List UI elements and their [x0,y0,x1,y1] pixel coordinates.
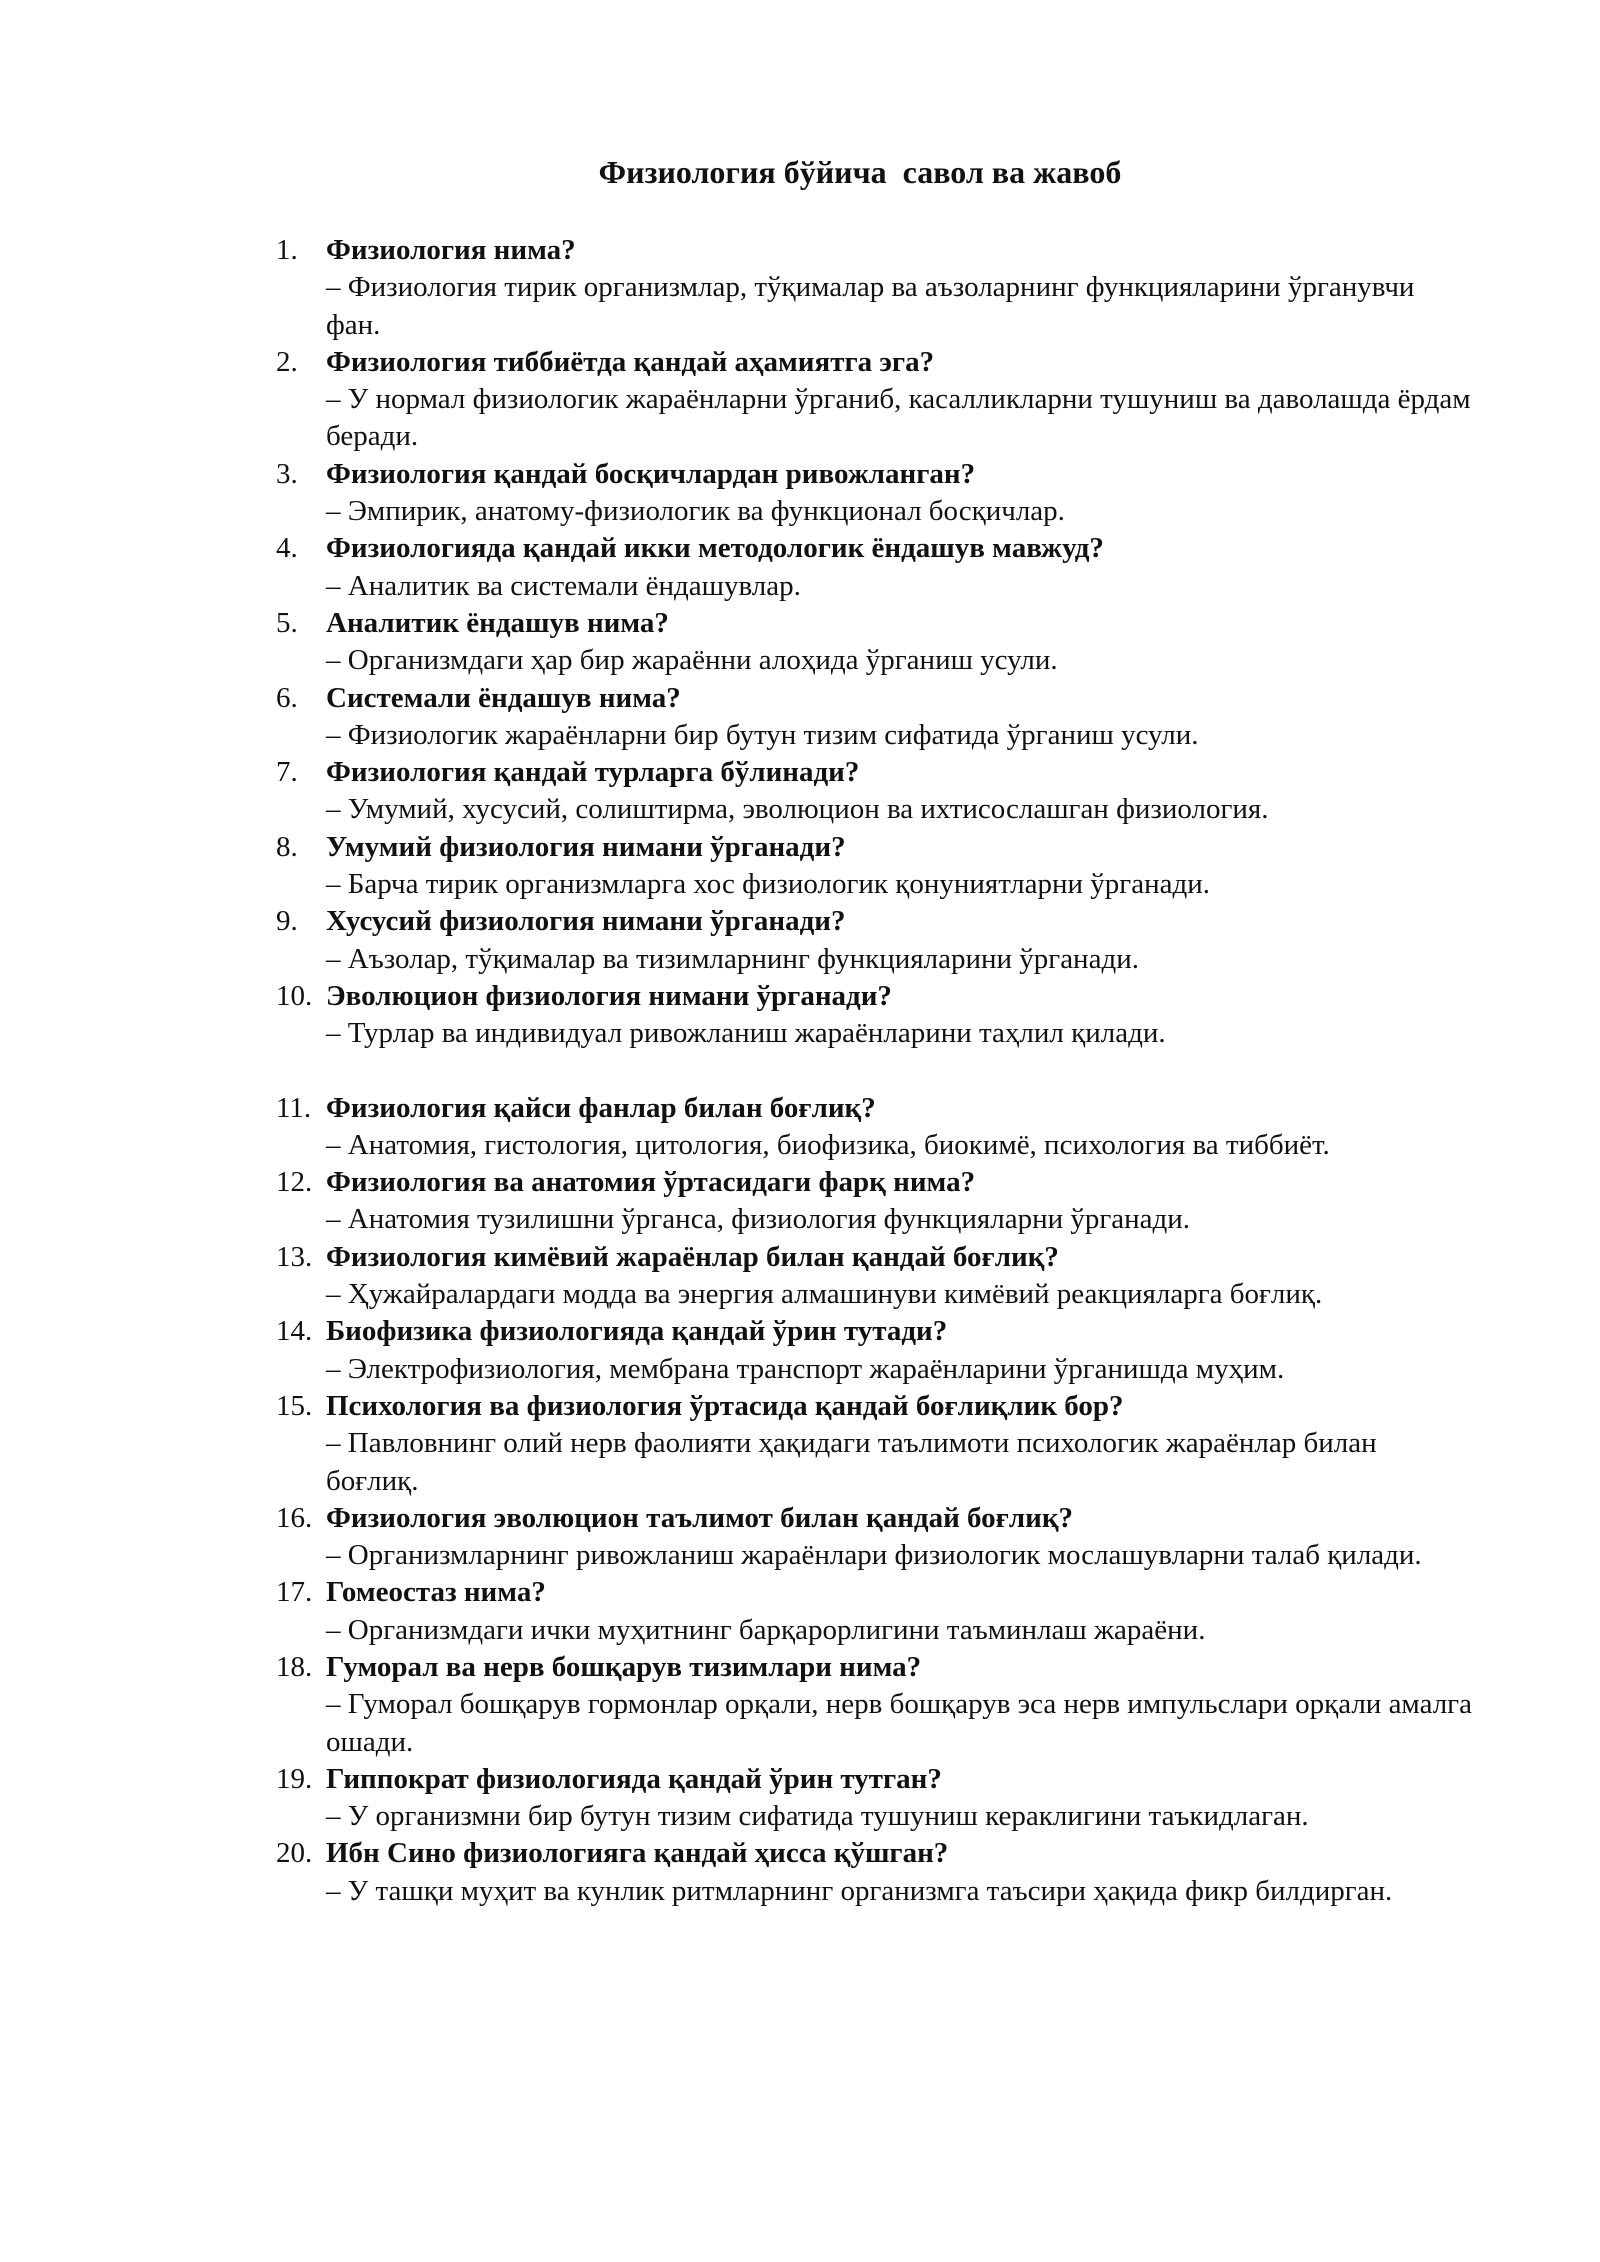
item-number: 16. [276,1501,313,1534]
answer-text: – Гуморал бошқарув гормонлар орқали, нерв бошқарув эса нерв импульслари орқали амалга ошади. [326,1688,1472,1758]
answer-text: – Физиологик жараёнларни бир бутун тизим сифатида ўрганиш усули. [326,718,1199,751]
question-text: Физиология ва анатомия ўртасидаги фарқ нима? [326,1166,976,1199]
qa-item-3 [276,456,1476,531]
question-text: Ибн Сино физиологияга қандай ҳисса қўшган? [326,1837,949,1870]
item-number: 19. [276,1762,313,1795]
question-text: Физиологияда қандай икки методологик ёндашув мавжуд? [326,532,1104,565]
question-text: Эволюцион физиология нимани ўрганади? [326,979,892,1012]
answer-text: – Эмпирик, анатому-физиологик ва функционал босқичлар. [326,495,1065,528]
qa-item-11 [276,1090,1476,1165]
question-text: Физиология кимёвий жараёнлар билан қандай боғлиқ? [326,1240,1059,1273]
answer-text: – Турлар ва индивидуал ривожланиш жараёнларини таҳлил қилади. [326,1017,1166,1050]
item-number: 18. [276,1650,313,1683]
item-number: 10. [276,979,313,1012]
item-number: 3. [276,457,298,490]
question-text: Гомеостаз нима? [326,1576,546,1609]
answer-text: – Анатомия тузилишни ўрганса, физиология функцияларни ўрганади. [326,1203,1191,1236]
item-number: 7. [276,756,298,789]
question-text: Аналитик ёндашув нима? [326,606,669,639]
answer-text: – У нормал физиологик жараёнларни ўрганиб, касалликларни тушуниш ва даволашда ёрдам беради. [326,383,1471,453]
question-text: Физиология қандай босқичлардан ривожланган? [326,457,976,490]
answer-text: – Организмдаги ҳар бир жараённи алоҳида ўрганиш усули. [326,644,1058,677]
question-text: Хусусий физиология нимани ўрганади? [326,905,846,938]
answer-text: – Организмларнинг ривожланиш жараёнлари физиологик мослашувларни талаб қилади. [326,1539,1422,1572]
answer-text: – Электрофизиология, мембрана транспорт жараёнларини ўрганишда муҳим. [326,1352,1285,1385]
qa-item-6 [276,680,1476,755]
item-number: 11. [276,1091,312,1124]
question-text: Биофизика физиологияда қандай ўрин тутади? [326,1315,948,1348]
qa-item-12 [276,1164,1476,1239]
answer-text: – У организмни бир бутун тизим сифатида тушуниш кераклигини таъкидлаган. [326,1800,1309,1833]
qa-item-13 [276,1239,1476,1314]
answer-text: – Организмдаги ички муҳитнинг барқарорлигини таъминлаш жараёни. [326,1613,1206,1646]
qa-item-5 [276,605,1476,680]
item-number: 12. [276,1166,313,1199]
item-number: 17. [276,1576,313,1609]
answer-text: – Физиология тирик организмлар, тўқималар ва аъзоларнинг функцияларини ўрганувчи фан. [326,271,1415,341]
qa-item-18 [276,1649,1476,1761]
question-text: Системали ёндашув нима? [326,681,681,714]
question-text: Физиология нима? [326,234,576,266]
answer-text: – Умумий, хусусий, солиштирма, эволюцион ва ихтисослашган физиология. [326,793,1269,826]
item-number: 9. [276,905,298,938]
item-number: 2. [276,345,298,378]
item-number: 5. [276,606,298,639]
qa-item-16 [276,1500,1476,1575]
qa-item-1 [276,232,1476,344]
question-text: Физиология тиббиётда қандай аҳамиятга эга? [326,345,935,378]
question-text: Гуморал ва нерв бошқарув тизимлари нима? [326,1650,922,1683]
question-text: Умумий физиология нимани ўрганади? [326,830,846,863]
item-number: 15. [276,1389,313,1422]
qa-item-14 [276,1313,1476,1388]
item-number: 20. [276,1837,313,1870]
qa-list [276,232,1476,1910]
question-text: Физиология қайси фанлар билан боғлиқ? [326,1091,876,1124]
question-text: Физиология қандай турларга бўлинади? [326,756,860,789]
qa-item-20 [276,1835,1476,1910]
item-number: 1. [276,234,298,266]
qa-item-9 [276,903,1476,978]
question-text: Гиппократ физиологияда қандай ўрин тутган? [326,1762,942,1795]
qa-item-4 [276,530,1476,605]
question-text: Физиология эволюцион таълимот билан қандай боғлиқ? [326,1501,1074,1534]
qa-item-19 [276,1761,1476,1836]
answer-text: – Анатомия, гистология, цитология, биофизика, биокимё, психология ва тиббиёт. [326,1128,1330,1161]
question-text: Психология ва физиология ўртасида қандай боғлиқлик бор? [326,1389,1124,1422]
answer-text: – Аъзолар, тўқималар ва тизимларнинг функцияларини ўрганади. [326,942,1139,975]
answer-text: – Барча тирик организмларга хос физиологик қонуниятларни ўрганади. [326,868,1210,901]
qa-item-7 [276,754,1476,829]
answer-text: – Ҳужайралардаги модда ва энергия алмашинуви кимёвий реакцияларга боғлиқ. [326,1278,1323,1311]
answer-text: – Аналитик ва системали ёндашувлар. [326,569,801,602]
qa-item-17 [276,1574,1476,1649]
qa-item-8 [276,829,1476,904]
qa-item-2 [276,344,1476,456]
item-number: 4. [276,532,298,565]
page-title: Физиология бўйича савол ва жавоб [598,154,1122,190]
item-number: 13. [276,1240,313,1273]
item-number: 6. [276,681,298,714]
answer-text: – У ташқи муҳит ва кунлик ритмларнинг организмга таъсири ҳақида фикр билдирган. [326,1874,1393,1907]
answer-text: – Павловнинг олий нерв фаолияти ҳақидаги таълимоти психологик жараёнлар билан боғлиқ. [326,1427,1377,1497]
item-number: 14. [276,1315,313,1348]
qa-item-10 [276,978,1476,1053]
item-number: 8. [276,830,298,863]
qa-item-15 [276,1388,1476,1500]
